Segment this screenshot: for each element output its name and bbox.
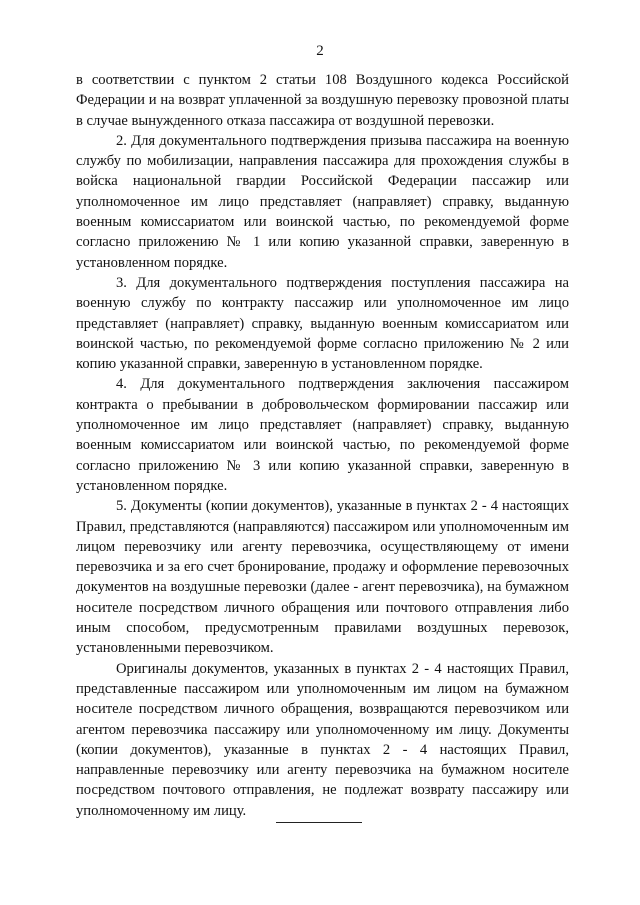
paragraph-originals: Оригиналы документов, указанных в пунктах 2 - 4 настоящих Правил, представленные пассажиром или уполномоченным им лицом на бумажном носителе посредством личного обращения, возвращаются перевозчиком или агентом перевозчика пассажиру или уполномоченному им лицу. Документы (копии документов), указанные в пунктах 2 - 4 настоящих Правил, направленные перевозчику или агенту перевозчика на бумажном носителе посредством почтового отправления, не подлежат возврату пассажиру или уполномоченному им лицу. [76,660,569,819]
document-body [76,70,569,821]
end-separator-line [276,822,362,823]
page-number: 2 [316,43,324,59]
paragraph-item-3: 3. Для документального подтверждения поступления пассажира на военную службу по контракту пассажир или уполномоченное им лицо представляет (направляет) справку, выданную военным комиссариатом или воинской частью, по рекомендуемой форме согласно приложению № 2 или копию указанной справки, заверенную в установленном порядке. [76,274,569,373]
paragraph-item-2: 2. Для документального подтверждения призыва пассажира на военную службу по мобилизации, направления пассажира для прохождения службы в войска национальной гвардии Российской Федерации пассажир или уполномоченное им лицо представляет (направляет) справку, выданную военным комиссариатом или воинской частью, по рекомендуемой форме согласно приложению № 1 или копию указанной справки, заверенную в установленном порядке. [76,132,569,271]
paragraph-item-4: 4. Для документального подтверждения заключения пассажиром контракта о пребывании в добровольческом формировании пассажир или уполномоченное им лицо представляет (направляет) справку, выданную военным комиссариатом или воинской частью, по рекомендуемой форме согласно приложению № 3 или копию указанной справки, заверенную в установленном порядке. [76,376,569,494]
paragraph-continuation: в соответствии с пунктом 2 статьи 108 Воздушного кодекса Российской Федерации и на возврат уплаченной за воздушную перевозку провозной платы в случае вынужденного отказа пассажира от воздушной перевозки. [76,72,569,129]
paragraph-item-5: 5. Документы (копии документов), указанные в пунктах 2 - 4 настоящих Правил, представляются (направляются) пассажиром или уполномоченным им лицом перевозчику или агенту перевозчика, осуществляющему от имени перевозчика и за его счет бронирование, продажу и оформление перевозочных документов на воздушные перевозки (далее - агент перевозчика), на бумажном носителе посредством личного обращения или почтового отправления либо иным способом, предусмотренным правилами воздушных перевозок, установленными перевозчиком. [76,498,569,657]
